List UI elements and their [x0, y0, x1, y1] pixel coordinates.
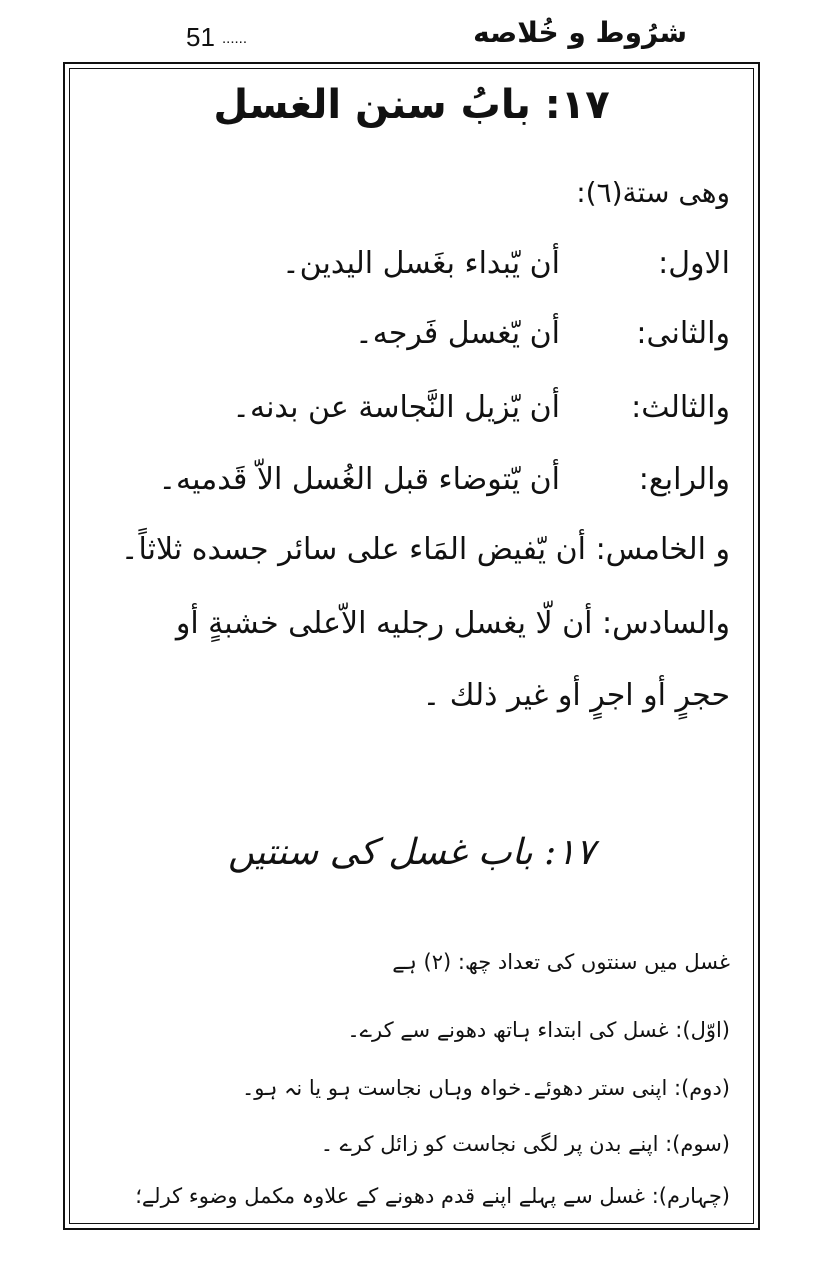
urdu-line-2: (اوّل): غسل کی ابتداء ہاتھ دھونے سے کرے۔ — [347, 1018, 730, 1042]
item-label: الاول: — [658, 246, 730, 281]
item-text: أن لّا يغسل رجليه الاّعلى خشبةٍ أو — [175, 606, 593, 641]
item-label: و الخامس: — [595, 532, 730, 567]
running-title: شرُوط و خُلاصه — [473, 16, 687, 49]
item-label: والرابع: — [638, 462, 730, 497]
arabic-item-1 — [282, 246, 730, 281]
item-text: أن يّغسل فَرجه۔ — [355, 316, 560, 351]
item-label: والثالث: — [631, 390, 730, 425]
page-frame — [63, 62, 760, 1230]
arabic-item-6 — [176, 606, 730, 641]
item-label: والسادس: — [602, 606, 730, 641]
arabic-intro: وهی ستة(٦): — [576, 176, 730, 209]
arabic-chapter-title: ۱۷: بابُ سنن الغسل — [213, 82, 610, 128]
urdu-line-1: غسل میں سنتوں کی تعداد چھ: (۲) ہے — [392, 950, 730, 974]
arabic-item-3 — [232, 390, 730, 425]
urdu-line-3: (دوم): اپنی ستر دھوئے۔خواہ وہاں نجاست ہو یا نہ ہو۔ — [241, 1076, 730, 1100]
page-number-dots: ...... — [222, 30, 248, 47]
item-text: أن يّفيض المَاء على سائر جسده ثلاثاً۔ — [120, 532, 587, 567]
item-text: أن يّزيل النَّجاسة عن بدنه۔ — [232, 390, 560, 425]
arabic-item-4 — [158, 462, 730, 497]
item-text: أن يّتوضاء قبل الغُسل الاّ قَدميه۔ — [158, 462, 560, 497]
page-number: 51 — [186, 22, 215, 52]
arabic-item-6-continuation: حجرٍ أو اجرٍ أو غير ذلك ۔ — [422, 678, 730, 713]
page-header — [0, 14, 825, 58]
item-text: أن يّبداء بغَسل اليدين۔ — [282, 246, 560, 281]
urdu-line-5: (چہارم): غسل سے پہلے اپنے قدم دھونے کے علاوہ مکمل وضوء کرلے؛ — [135, 1184, 730, 1208]
page-frame-inner-border — [69, 68, 754, 1224]
urdu-line-4: (سوم): اپنے بدن پر لگی نجاست کو زائل کرے ۔ — [320, 1132, 730, 1156]
arabic-item-5 — [121, 532, 730, 567]
item-label: والثانی: — [636, 316, 730, 351]
urdu-chapter-title: ۱۷: باب غسل کی سنتیں — [228, 832, 595, 873]
arabic-item-2 — [355, 316, 730, 351]
